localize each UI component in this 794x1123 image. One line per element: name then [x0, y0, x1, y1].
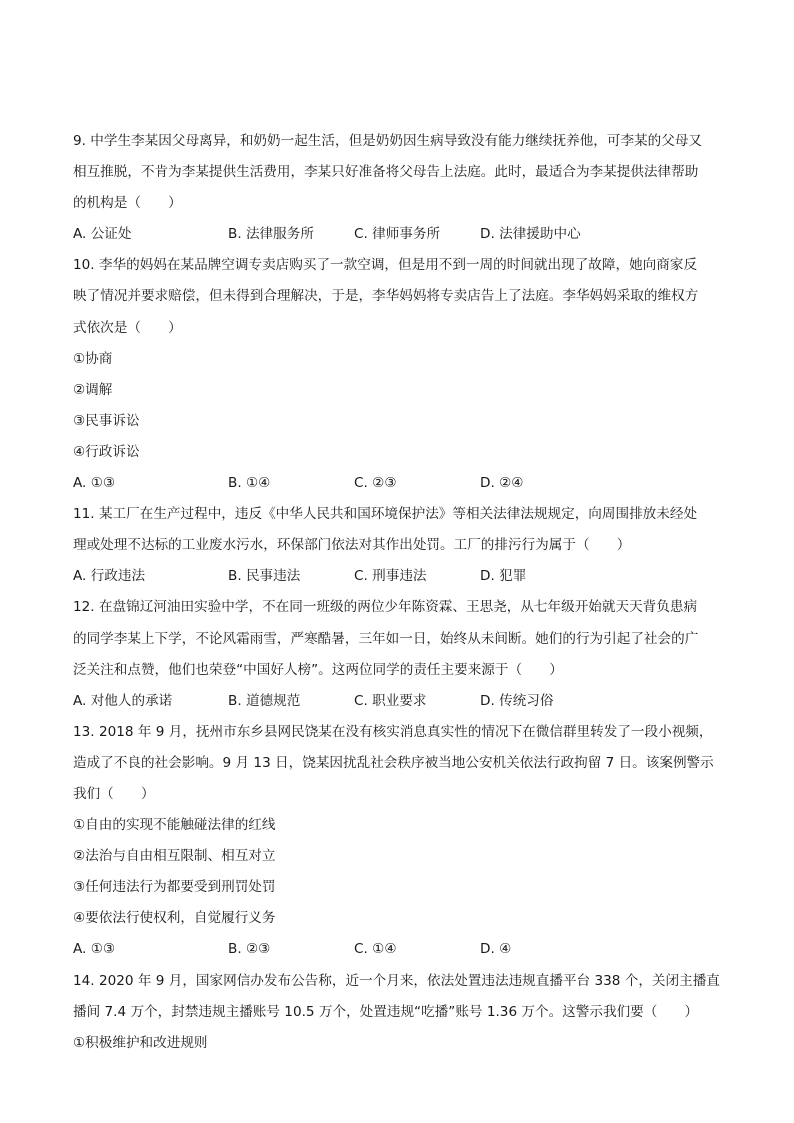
answer-option: C. 刑事违法: [354, 568, 427, 585]
statement-item: ④要依法行使权利，自觉履行义务: [73, 910, 276, 927]
answer-option: D. 法律援助中心: [480, 226, 581, 243]
question-block: [73, 592, 733, 716]
question-stem-line: 12. 在盘锦辽河油田实验中学，不在同一班级的两位少年陈资霖、王思尧，从七年级开始就天天背负患病: [73, 599, 698, 616]
answer-option: A. 公证处: [73, 226, 132, 243]
question-stem-line: 式依次是（ ）: [73, 319, 182, 336]
question-list: [73, 126, 733, 1059]
question-block: [73, 126, 733, 250]
answer-option: B. ②③: [228, 941, 271, 958]
question-stem-line: 9. 中学生李某因父母离异，和奶奶一起生活，但是奶奶因生病导致没有能力继续抚养他，可李某的父母又: [73, 133, 703, 149]
question-stem-line: 理或处理不达标的工业废水污水，环保部门依法对其作出处罚。工厂的排污行为属于（ ）: [73, 537, 631, 554]
answer-options: [73, 686, 733, 717]
question-stem-line: 14. 2020 年 9 月，国家网信办发布公告称，近一个月来，依法处置违法违规直播平台 338 个，关闭主播直: [73, 972, 720, 989]
answer-option: C. ①④: [354, 941, 397, 958]
answer-option: D. 传统习俗: [480, 692, 554, 709]
question-stem-line: 的同学李某上下学，不论风霜雨雪，严寒酷暑，三年如一日，始终从未间断。她们的行为引起了社会的广: [73, 630, 699, 647]
answer-option: A. 行政违法: [73, 568, 146, 585]
statement-item: ④行政诉讼: [73, 443, 140, 460]
statement-item: ③任何违法行为都要受到刑罚处罚: [73, 879, 276, 896]
answer-option: A. ①③: [73, 941, 116, 958]
statement-item: ①积极维护和改进规则: [73, 1034, 208, 1051]
answer-options: [73, 561, 733, 592]
answer-option: C. 职业要求: [354, 692, 427, 709]
question-block: [73, 250, 733, 499]
question-block: [73, 966, 733, 1059]
question-stem-line: 的机构是（ ）: [73, 195, 182, 212]
question-stem-line: 13. 2018 年 9 月，抚州市东乡县网民饶某在没有核实消息真实性的情况下在微信群里转发了一段小视频，: [73, 723, 713, 740]
answer-option: A. ①③: [73, 475, 116, 492]
question-block: [73, 717, 733, 966]
statement-item: ③民事诉讼: [73, 412, 140, 429]
answer-option: A. 对他人的承诺: [73, 692, 173, 709]
question-stem-line: 造成了不良的社会影响。9 月 13 日，饶某因扰乱社会秩序被当地公安机关依法行政拘留 7 日。该案例警示: [73, 754, 714, 771]
statement-item: ①自由的实现不能触碰法律的红线: [73, 817, 276, 834]
question-stem-line: 相互推脱，不肯为李某提供生活费用，李某只好准备将父母告上法庭。此时，最适合为李某提供法律帮助: [73, 164, 699, 181]
statement-item: ②调解: [73, 381, 113, 398]
answer-options: [73, 468, 733, 499]
statement-item: ②法治与自由相互限制、相互对立: [73, 848, 276, 865]
answer-option: B. 道德规范: [228, 692, 301, 709]
answer-options: [73, 934, 733, 965]
question-stem-line: 映了情况并要求赔偿，但未得到合理解决，于是，李华妈妈将专卖店告上了法庭。李华妈妈采取的维权方: [73, 288, 699, 305]
question-stem-line: 我们（ ）: [73, 785, 155, 802]
answer-option: D. ②④: [480, 475, 524, 492]
question-stem-line: 泛关注和点赞，他们也荣登“中国好人榜”。这两位同学的责任主要来源于（ ）: [73, 661, 563, 678]
answer-option: B. 民事违法: [228, 568, 301, 585]
answer-option: D. 犯罪: [480, 568, 527, 585]
answer-option: D. ④: [480, 941, 512, 958]
question-stem-line: 10. 李华的妈妈在某品牌空调专卖店购买了一款空调，但是用不到一周的时间就出现了故障，她向商家反: [73, 257, 698, 274]
question-block: [73, 499, 733, 592]
answer-option: C. ②③: [354, 475, 397, 492]
question-stem-line: 11. 某工厂在生产过程中，违反《中华人民共和国环境保护法》等相关法律法规规定，向周围排放未经处: [73, 506, 698, 523]
answer-option: B. ①④: [228, 475, 271, 492]
statement-item: ①协商: [73, 350, 113, 367]
question-stem-line: 播间 7.4 万个，封禁违规主播账号 10.5 万个，处置违规“吃播”账号 1.36 万个。这警示我们要（ ）: [73, 1003, 699, 1020]
answer-option: B. 法律服务所: [228, 226, 314, 243]
answer-options: [73, 219, 733, 250]
answer-option: C. 律师事务所: [354, 226, 441, 243]
